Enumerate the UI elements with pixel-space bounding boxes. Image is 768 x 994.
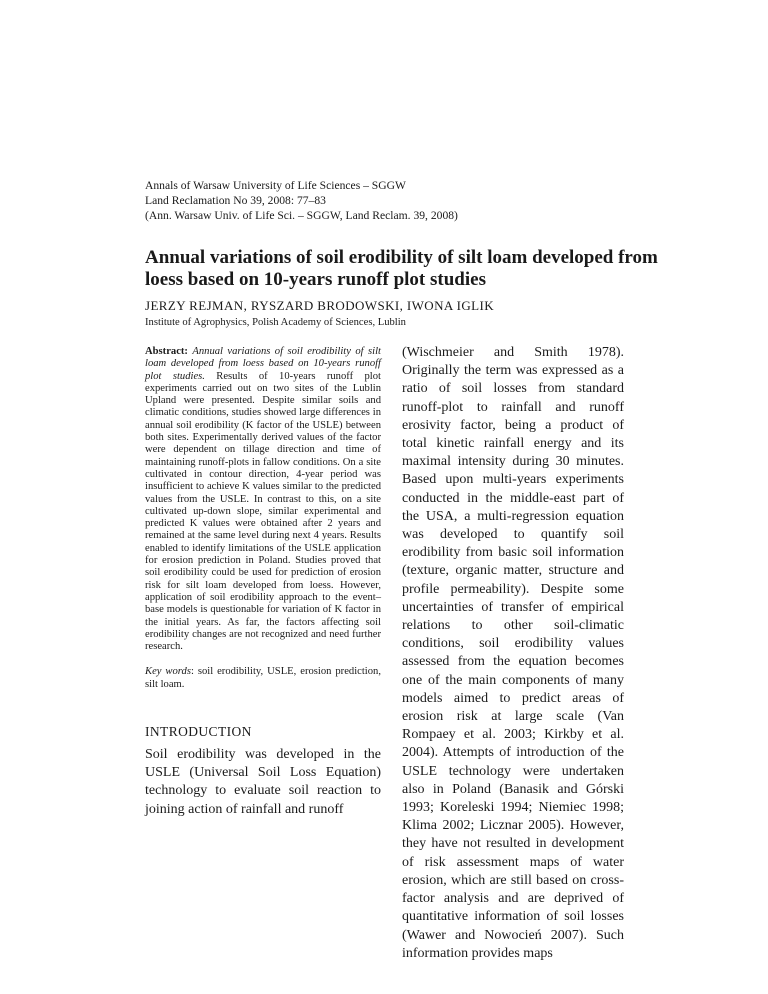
intro-paragraph-right: (Wischmeier and Smith 1978). Originally the term was expressed as a ratio of soil losses from standard runoff-plot to rainfall and runoff erosivity factor, being a product of total kinetic rainfall energy and its maximal intensity during 30 minutes. Based upon multi-years experiments conducted in the middle-east part of the USA, a multi-regression equation was developed to quantify soil erodibility from basic soil information (texture, organic matter, structure and profile permeability). Despite some uncertainties of transfer of empirical relations to other soil-climatic conditions, soil erodibility values assessed from the equation becomes one of the main components of many models aimed to predict areas of erosion risk at large scale (Van Rompaey et al. 2003; Kirkby et al. 2004). Attempts of introduction of the USLE technology were undertaken also in Poland (Banasik and Górski 1993; Koreleski 1994; Niemiec 1998; Klima 2002; Licznar 2005). However, they have not resulted in development of risk assessment maps of water erosion, which are still based on cross-factor analysis and are deprived of quantitative information of soil losses (Wawer and Nowocień 2007). Such information provides maps bbox=[402, 345, 624, 961]
keywords-label: Key words bbox=[145, 666, 191, 678]
right-column bbox=[402, 344, 624, 963]
journal-name: Annals of Warsaw University of Life Sciences – SGGW bbox=[145, 179, 406, 192]
author-list: JERZY REJMAN, RYSZARD BRODOWSKI, IWONA IGLIK bbox=[145, 298, 494, 313]
journal-citation: (Ann. Warsaw Univ. of Life Sci. – SGGW, Land Reclam. 39, 2008) bbox=[145, 209, 458, 222]
keywords-text: : soil erodibility, USLE, erosion prediction, silt loam. bbox=[145, 666, 381, 690]
abstract-text: Results of 10-years runoff plot experiments carried out on two sites of the Lublin Upland were presented. Despite similar soils and climatic conditions, studies showed large differences in annual soil erodibility (K factor of the USLE) between both sites. Experimentally derived values of the factor were dependent on tillage direction and time of maintaining runoff-plots in fallow conditions. On a site cultivated in contour direction, 4-year period was insufficient to achieve K values similar to the predicted values from the USLE. In contrast to this, on a site cultivated up-down slope, similar experimental and predicted K values were obtained after 2 years and remained at the same level during next 4 years. Results enabled to identify limitations of the USLE application for erosion prediction in Poland. Studies proved that soil erodibility could be used for prediction of erosion risk for silt loam developed from loess. However, application of soil erodibility approach to the event–base models is questionable for variation of K factor in the initial years. As far, the factors affecting soil erodibility changes are not recognized and need further research. bbox=[145, 370, 381, 653]
journal-header bbox=[145, 178, 458, 223]
section-heading-introduction: INTRODUCTION bbox=[145, 724, 252, 740]
paper-title: Annual variations of soil erodibility of silt loam developed from loess based on 10-years runoff plot studies bbox=[145, 247, 658, 290]
abstract bbox=[145, 346, 381, 653]
intro-paragraph-left: Soil erodibility was developed in the USLE (Universal Soil Loss Equation) technology to evaluate soil reaction to joining action of rainfall and runoff bbox=[145, 747, 381, 817]
abstract-label: Abstract: bbox=[145, 346, 188, 357]
keywords bbox=[145, 666, 381, 691]
journal-issue: Land Reclamation No 39, 2008: 77–83 bbox=[145, 194, 326, 207]
abstract-title-italic: Annual variations of soil erodibility of silt loam developed from loess based on 10-years runoff plot studies. bbox=[145, 346, 382, 382]
left-column bbox=[145, 346, 381, 819]
affiliation: Institute of Agrophysics, Polish Academy of Sciences, Lublin bbox=[145, 317, 406, 328]
